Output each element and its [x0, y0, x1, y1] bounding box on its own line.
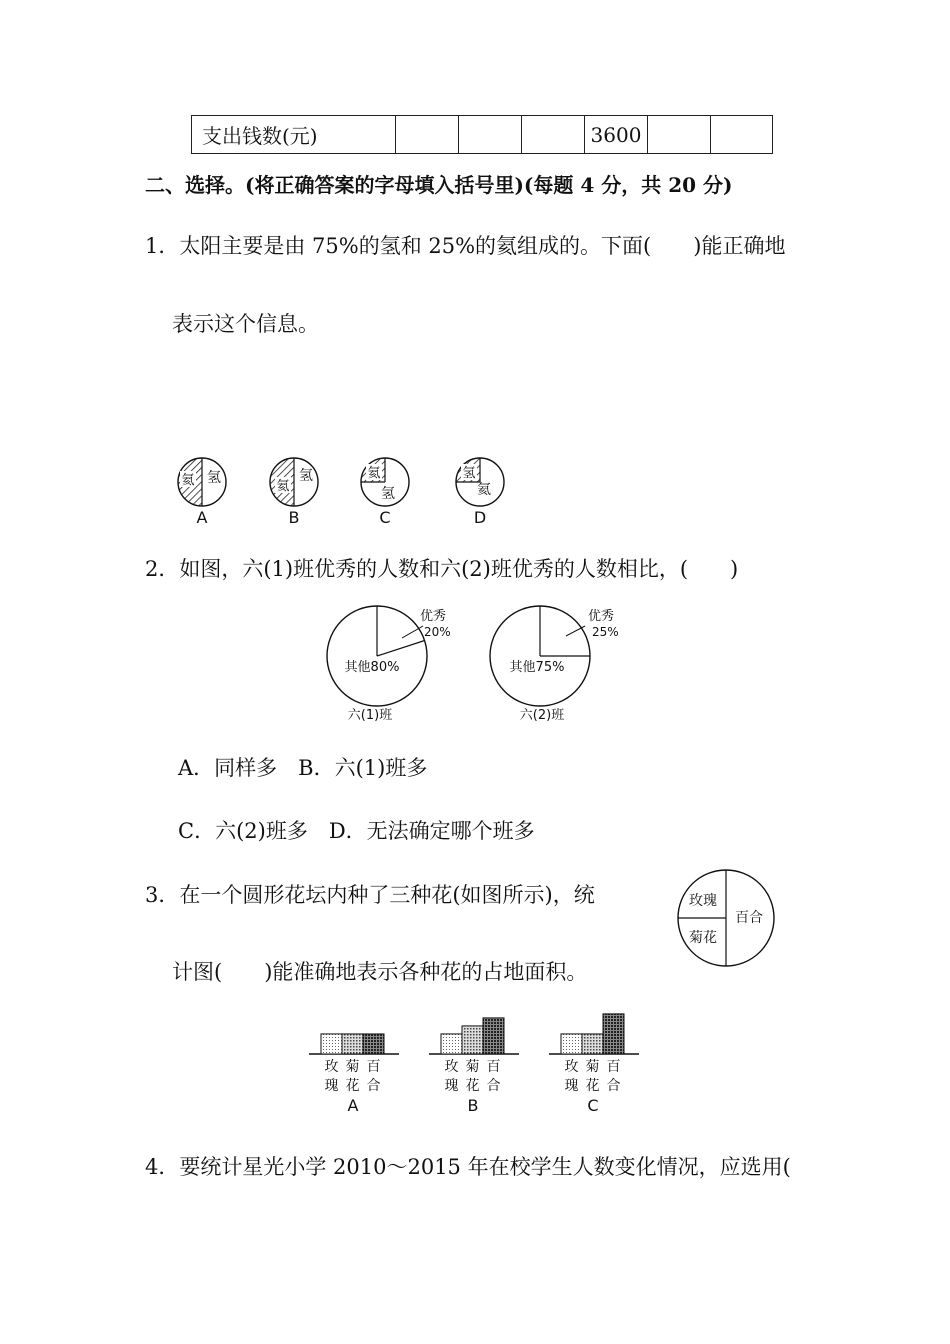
bar-label: 菊 [465, 1059, 480, 1075]
table-cell [459, 116, 522, 154]
option-letter: A [347, 1096, 359, 1115]
bar [441, 1034, 462, 1054]
q2-options-line1: A．同样多 B．六(1)班多 [178, 756, 428, 780]
bar-label: 玫 [444, 1059, 459, 1075]
bar-label: 玫 [324, 1059, 339, 1075]
bar-label: 百 [486, 1059, 501, 1075]
other-label: 其他75% [509, 660, 565, 675]
excellent-label: 优秀 [588, 609, 615, 624]
bar [582, 1034, 603, 1054]
bar-label: 合 [606, 1078, 621, 1094]
option-letter: A [196, 508, 208, 527]
excellent-pct: 20% [424, 625, 451, 639]
rose-label: 玫瑰 [689, 893, 717, 909]
flower-garden-diagram [675, 867, 780, 969]
chart-caption: 六(2)班 [519, 708, 565, 723]
excellent-label: 优秀 [420, 609, 447, 624]
q1-pie-options [160, 445, 540, 535]
bar [483, 1018, 504, 1054]
q2-options-line2: C．六(2)班多 D．无法确定哪个班多 [178, 819, 535, 843]
bar [561, 1034, 582, 1054]
bar [342, 1034, 363, 1054]
bar-label: 玫 [564, 1059, 579, 1075]
bar [321, 1034, 342, 1054]
hatched-label: 氦 [276, 479, 290, 494]
q2-line: 2．如图，六(1)班优秀的人数和六(2)班优秀的人数相比，( ) [145, 557, 739, 581]
bar-label: 瑰 [444, 1078, 459, 1094]
pie-chart-class-2 [490, 606, 619, 723]
table-cell [522, 116, 585, 154]
table-cell [396, 116, 459, 154]
bar-label: 花 [465, 1078, 480, 1094]
hatched-label: 氦 [367, 466, 381, 481]
table-cell: 3600 [585, 116, 648, 154]
bar-label: 合 [366, 1078, 381, 1094]
bar-label: 菊 [585, 1059, 600, 1075]
chart-caption: 六(1)班 [347, 708, 393, 723]
pie-label: 氢 [207, 470, 221, 486]
pie-label: 氢 [381, 486, 395, 502]
bar-label: 菊 [345, 1059, 360, 1075]
option-letter: B [467, 1096, 479, 1115]
option-letter: D [473, 508, 487, 527]
q2-pie-charts [320, 598, 640, 728]
option-letter: C [379, 508, 391, 527]
q4-line: 4．要统计星光小学 2010～2015 年在校学生人数变化情况，应选用( [145, 1155, 791, 1179]
pie-chart-class-1 [327, 606, 451, 723]
bar [363, 1034, 384, 1054]
pie-option-d[interactable] [456, 458, 504, 527]
bar-label: 瑰 [564, 1078, 579, 1094]
pie-slice-edge [377, 641, 425, 657]
row-label: 支出钱数(元) [192, 116, 396, 154]
bar-label: 百 [366, 1059, 381, 1075]
bar-label: 百 [606, 1059, 621, 1075]
table-row [192, 116, 773, 154]
pie-option-a[interactable] [178, 458, 226, 527]
table-cell [711, 116, 773, 154]
bar-label: 瑰 [324, 1078, 339, 1094]
section-title: 二、选择。(将正确答案的字母填入括号里)(每题 4 分，共 20 分) [145, 173, 733, 197]
table-cell [648, 116, 711, 154]
q3-line1: 3．在一个圆形花坛内种了三种花(如图所示)，统 [145, 883, 595, 907]
bar [603, 1014, 624, 1054]
hatched-label: 氦 [181, 473, 195, 488]
q3-line2: 计图( )能准确地表示各种花的占地面积。 [172, 960, 588, 984]
option-letter: B [288, 508, 300, 527]
bar-label: 花 [345, 1078, 360, 1094]
option-letter: C [587, 1096, 599, 1115]
hatched-label: 氢 [462, 466, 476, 481]
q1-line1: 1．太阳主要是由 75%的氢和 25%的氦组成的。下面( )能正确地 [145, 234, 786, 258]
bar-label: 合 [486, 1078, 501, 1094]
pie-label: 氦 [477, 482, 491, 498]
q1-line2: 表示这个信息。 [172, 312, 319, 336]
pie-option-b[interactable] [270, 458, 318, 527]
excellent-pct: 25% [592, 625, 619, 639]
pie-option-c[interactable] [361, 458, 409, 527]
bar [462, 1026, 483, 1054]
chrysanthemum-label: 菊花 [689, 930, 717, 946]
expense-table [191, 115, 773, 154]
q3-bar-chart-options [305, 995, 650, 1120]
lily-label: 百合 [735, 910, 763, 926]
other-label: 其他80% [344, 660, 400, 675]
pie-label: 氢 [299, 468, 313, 484]
bar-label: 花 [585, 1078, 600, 1094]
